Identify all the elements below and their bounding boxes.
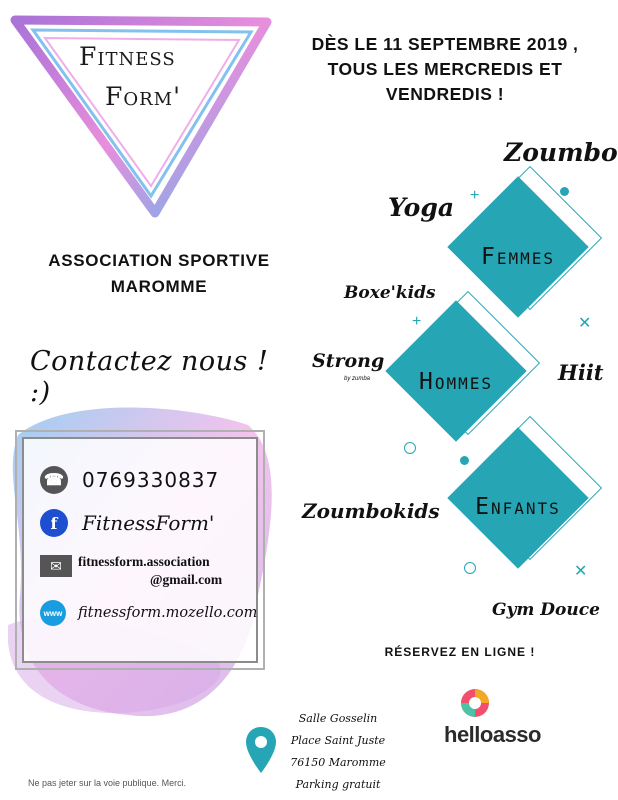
category-hommes: Hommes (418, 369, 493, 395)
website-url: fitnessform.mozello.com (78, 605, 258, 621)
activity-strong: Strong (312, 350, 385, 372)
date-headline (280, 32, 610, 107)
footer-note: Ne pas jeter sur la voie publique. Merci. (28, 778, 187, 788)
plus-icon: + (412, 313, 422, 330)
logo-triangle (5, 8, 273, 218)
venue-line-3: 76150 Maromme (290, 756, 386, 769)
activity-boxekids: Boxe'kids (344, 283, 436, 303)
email-line-2: @gmail.com (150, 572, 223, 587)
globe-icon: www (40, 600, 66, 626)
email-line-1: fitnessform.association (78, 554, 210, 569)
mail-icon: ✉ (40, 555, 72, 577)
facebook-icon: f (40, 509, 68, 537)
cross-icon: ✕ (574, 563, 588, 580)
contact-facebook-row[interactable] (40, 509, 214, 537)
headline-line-2: TOUS LES MERCREDIS ET (327, 59, 563, 79)
facebook-page: FitnessForm' (82, 511, 215, 535)
contact-email-row[interactable] (40, 553, 222, 589)
ring-icon (404, 442, 416, 454)
category-femmes: Femmes (480, 244, 555, 270)
headline-line-1: DÈS LE 11 SEPTEMBRE 2019 , (311, 34, 579, 54)
association-line-2: MAROMME (110, 277, 208, 296)
dot-icon (560, 187, 569, 196)
activity-gym-douce: Gym Douce (492, 600, 600, 620)
email-address (78, 553, 222, 589)
contact-website-row[interactable] (40, 600, 257, 626)
phone-number: 0769330837 (82, 468, 220, 492)
association-line-1: ASSOCIATION SPORTIVE (48, 251, 270, 270)
logo-text-form: Form' (105, 82, 181, 111)
venue-line-4: Parking gratuit (295, 778, 381, 791)
helloasso-logo-icon (460, 688, 490, 723)
headline-line-3: VENDREDIS ! (385, 84, 505, 104)
phone-icon: ☎ (40, 466, 68, 494)
contact-title: Contactez nous ! :) (30, 346, 269, 408)
activity-zoumbokids: Zoumbokids (302, 499, 440, 523)
association-title (0, 248, 318, 300)
category-enfants: Enfants (475, 494, 561, 520)
activity-hiit: Hiit (558, 360, 604, 385)
venue-line-2: Place Saint Juste (290, 734, 386, 747)
venue-address (288, 708, 388, 796)
ring-icon (464, 562, 476, 574)
cross-icon: ✕ (578, 315, 592, 332)
dot-icon (460, 456, 469, 465)
logo-text-fitness: Fitness (79, 42, 176, 71)
location-pin-icon (246, 727, 276, 778)
activity-zoumbo: Zoumbo (504, 138, 618, 167)
plus-icon: + (470, 187, 480, 204)
fitness-form-logo (5, 8, 273, 218)
helloasso-wordmark[interactable]: helloasso (444, 722, 541, 747)
venue-line-1: Salle Gosselin (298, 712, 378, 725)
activity-strong-subtitle: by zumba (344, 376, 371, 382)
reserve-online-text: RÉSERVEZ EN LIGNE ! (384, 645, 536, 659)
activity-yoga: Yoga (388, 193, 455, 222)
contact-phone-row[interactable] (40, 466, 219, 494)
